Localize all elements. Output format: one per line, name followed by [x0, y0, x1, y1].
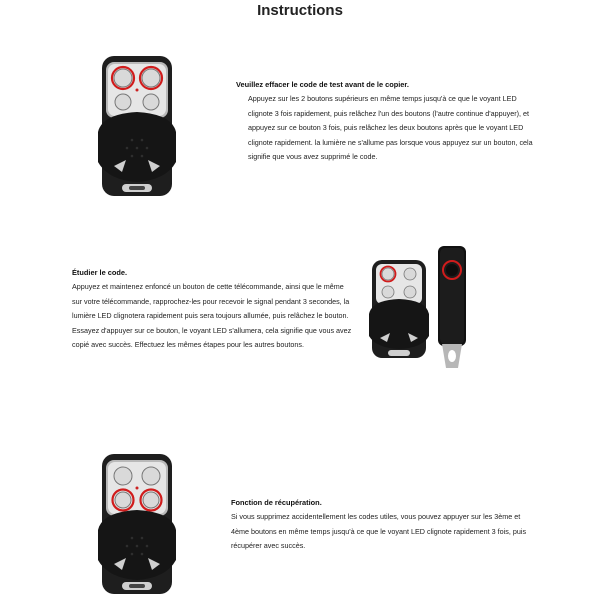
page-title: Instructions [257, 2, 343, 19]
section-body: Appuyez et maintenez enfoncé un bouton de cette télécommande, ainsi que le même sur votre télécommande, rapprochez-les pour recevoir le signal pendant 3 secondes, la lumière LED clignotera rapidement puis sera toujours allumée, puis relâchez le bouton. Essayez d'appuyer sur ce bouton, le voyant LED s'allumera, cela signifie que vous avez copié avec succès. Effectuez les mêmes étapes pour les autres boutons. [72, 282, 352, 350]
section-recovery [231, 498, 531, 554]
section-heading: Fonction de récupération. [231, 498, 322, 507]
remote-bottom-buttons-image [96, 452, 178, 598]
section-learn-code [72, 268, 352, 353]
remote-copy-image [368, 258, 430, 360]
remote-top-buttons-image [96, 54, 178, 200]
slim-remote-image [434, 244, 470, 372]
section-body: Si vous supprimez accidentellement les codes utiles, vous pouvez appuyer sur les 3ème et 4ème boutons en même temps jusqu'à ce que le voyant LED clignote rapidement 3 fois, puis récupérer avec succès. [231, 512, 527, 551]
section-clear-code [236, 80, 536, 165]
section-body: Appuyez sur les 2 boutons supérieurs en même temps jusqu'à ce que le voyant LED clignote 3 fois rapidement, puis relâchez l'un des boutons (l'autre continue d'appuyer), et appuyez sur ce bouton 3 fois, puis relâchez les deux boutons après que le voyant LED clignote rapidement. la lumière ne s'allume pas lorsque vous appuyez sur un bouton, cela signifie que vous avez supprimé le code. [248, 94, 533, 162]
section-heading: Étudier le code. [72, 268, 128, 277]
section-heading: Veuillez effacer le code de test avant de le copier. [236, 80, 409, 89]
